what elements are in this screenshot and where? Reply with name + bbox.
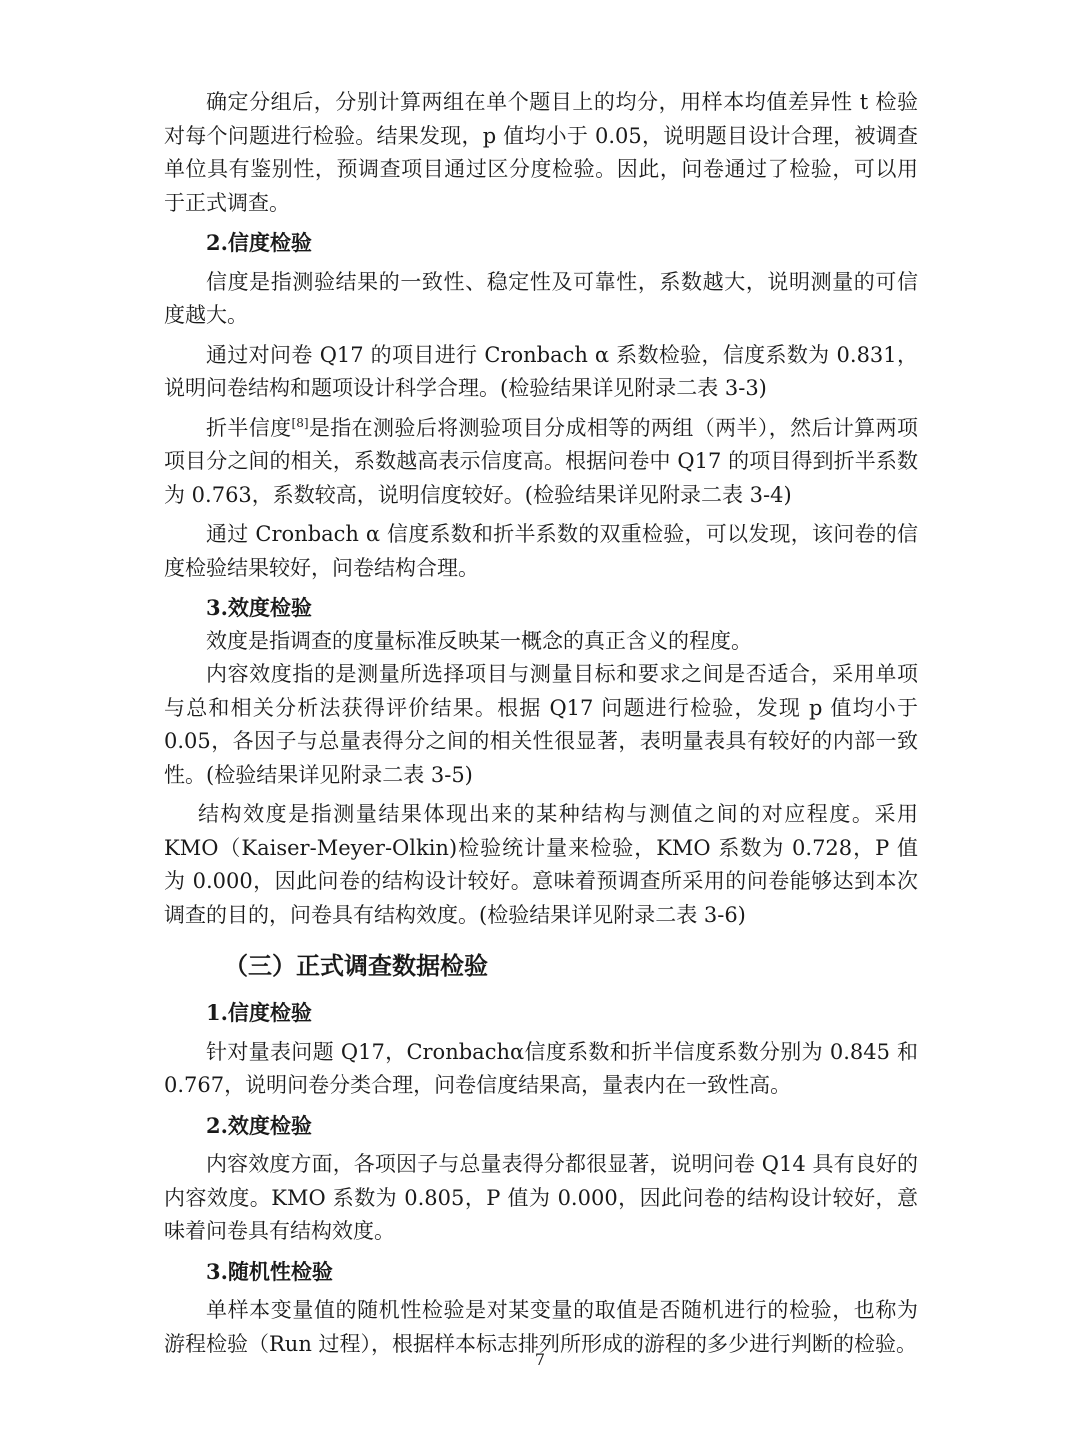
heading-randomness-test: 3.随机性检验 — [206, 1258, 333, 1284]
paragraph-structure-validity: 结构效度是指测量结果体现出来的某种结构与测值之间的对应程度。采用KMO（Kaiser-Meyer-Olkin)检验统计量来检验，KMO 系数为 0.728，P 值为 0.000，因此问卷的结构设计较好。意味着预调查所采用的问卷能够达到本次调查的目的，问卷具有结构效度。(检验结果详见附录二表 3-6) — [164, 802, 918, 927]
paragraph-split-half — [164, 412, 918, 513]
paragraph-content-validity: 内容效度指的是测量所选择项目与测量目标和要求之间是否适合，采用单项与总和相关分析法获得评价结果。根据 Q17 问题进行检验，发现 p 值均小于 0.05，各因子与总量表得分之间的相关性很显著，表明量表具有较好的内部一致性。(检验结果详见附录二表 3-5) — [164, 662, 918, 787]
paragraph-randomness: 单样本变量值的随机性检验是对某变量的取值是否随机进行的检验，也称为游程检验（Run 过程），根据样本标志排列所形成的游程的多少进行判断的检验。 — [164, 1298, 918, 1356]
paragraph-grouping: 确定分组后，分别计算两组在单个题目上的均分，用样本均值差异性 t 检验对每个问题进行检验。结果发现，p 值均小于 0.05，说明题目设计合理，被调查单位具有鉴别性，预调查项目通过区分度检验。因此，问卷通过了检验，可以用于正式调查。 — [164, 90, 918, 215]
page-number: 7 — [534, 1350, 546, 1369]
document-body — [164, 86, 918, 1361]
split-half-term: 折半信度 — [206, 415, 292, 440]
paragraph-reliability-definition: 信度是指测验结果的一致性、稳定性及可靠性，系数越大，说明测量的可信度越大。 — [164, 269, 918, 327]
paragraph-formal-reliability: 针对量表问题 Q17，Cronbachα信度系数和折半信度系数分别为 0.845 和 0.767，说明问卷分类合理，问卷信度结果高，量表内在一致性高。 — [164, 1039, 918, 1097]
paragraph-validity-definition: 效度是指调查的度量标准反映某一概念的真正含义的程度。 — [206, 628, 752, 653]
heading-validity-test: 3.效度检验 — [206, 595, 312, 620]
heading-validity-test-2: 2.效度检验 — [206, 1112, 312, 1138]
paragraph-formal-validity: 内容效度方面，各项因子与总量表得分都很显著，说明问卷 Q14 具有良好的内容效度。KMO 系数为 0.805，P 值为 0.000，因此问卷的结构设计较好，意味着问卷具有结构效度。 — [164, 1152, 918, 1243]
paragraph-cronbach: 通过对问卷 Q17 的项目进行 Cronbach α 系数检验，信度系数为 0.831，说明问卷结构和题项设计科学合理。(检验结果详见附录二表 3-3) — [164, 342, 918, 400]
heading-reliability-test-2: 1.信度检验 — [206, 1000, 312, 1025]
citation-ref: [8] — [291, 415, 309, 430]
paragraph-double-test: 通过 Cronbach α 信度系数和折半系数的双重检验，可以发现，该问卷的信度检验结果较好，问卷结构合理。 — [164, 522, 918, 580]
heading-reliability-test: 2.信度检验 — [206, 230, 312, 255]
section-heading-formal-survey: （三）正式调查数据检验 — [224, 951, 488, 980]
split-half-text: 是指在测验后将测验项目分成相等的两组（两半），然后计算两项项目分之间的相关，系数越高表示信度高。根据问卷中 Q17 的项目得到折半系数为 0.763，系数较高，说明信度较好。(检验结果详见附录二表 3-4) — [164, 415, 918, 507]
